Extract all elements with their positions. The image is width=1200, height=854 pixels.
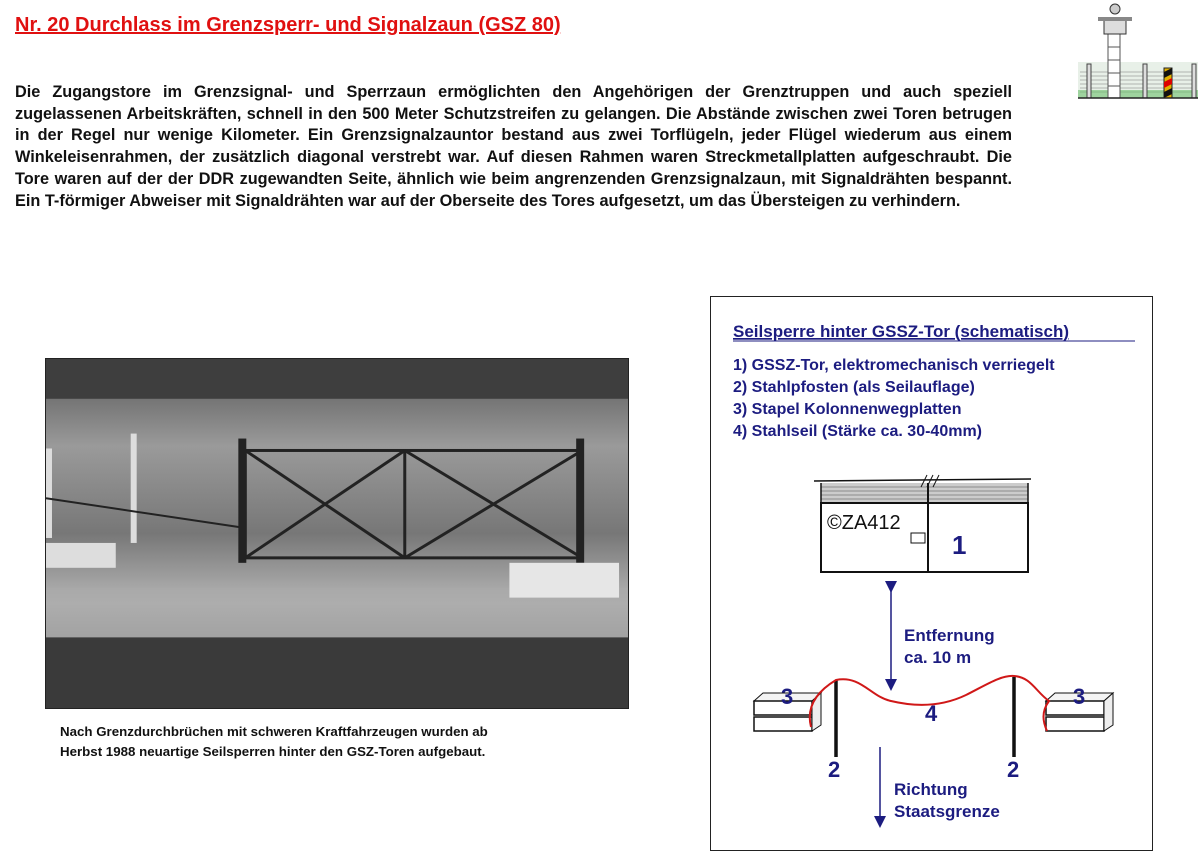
caption-line-2: Herbst 1988 neuartige Seilsperren hinter den GSZ-Toren aufgebaut.	[60, 744, 486, 759]
gate-drawing	[814, 475, 1031, 572]
label-gate: 1	[952, 530, 967, 560]
gate-photo	[45, 358, 629, 709]
label-blocks-left: 3	[781, 684, 794, 709]
watchtower-logo-icon	[1078, 2, 1198, 100]
distance-label-2: ca. 10 m	[904, 648, 972, 667]
legend-item-1: 1) GSSZ-Tor, elektromechanisch verriegelt	[733, 357, 1055, 374]
label-rope: 4	[925, 701, 938, 726]
rope-barrier-diagram	[710, 296, 1153, 851]
diagram-title: Seilsperre hinter GSSZ-Tor (schematisch)	[733, 322, 1069, 341]
legend-item-3: 3) Stapel Kolonnenwegplatten	[733, 401, 962, 418]
distance-label-1: Entfernung	[904, 626, 995, 645]
direction-label-2: Staatsgrenze	[894, 802, 1000, 821]
legend-item-2: 2) Stahlpfosten (als Seilauflage)	[733, 379, 975, 396]
photo-caption	[60, 722, 488, 762]
body-paragraph: Die Zugangstore im Grenzsignal- und Sperrzaun ermöglichten den Angehörigen der Grenztruppen und auch speziell zugelassenen Arbeitskräften, schnell in den 500 Meter Schutzstreifen zu gelangen. Die Abstände zwischen zwei Toren betrugen in der Regel nur wenige Kilometer. Ein Grenzsignalzauntor bestand aus zwei Torflügeln, jeder Flügel wiederum aus einem Winkeleisenrahmen, der zusätzlich diagonal verstrebt war. Auf diesen Rahmen waren Streckmetallplatten aufgeschraubt. Die Tore waren auf der der DDR zugewandten Seite, ähnlich wie beim angrenzenden Grenzsignalzaun, mit Signaldrähten bespannt. Ein T-förmiger Abweiser mit Signaldrähten war auf der Oberseite des Tores aufgesetzt, um das Übersteigen zu verhindern.	[15, 83, 1012, 210]
legend-item-4: 4) Stahlseil (Stärke ca. 30-40mm)	[733, 423, 983, 440]
direction-label-1: Richtung	[894, 780, 968, 799]
copyright-label: ©ZA412	[827, 512, 901, 534]
label-blocks-right: 3	[1073, 684, 1086, 709]
label-post-left: 2	[828, 757, 841, 782]
label-post-right: 2	[1007, 757, 1020, 782]
page-title: Nr. 20 Durchlass im Grenzsperr- und Signalzaun (GSZ 80)	[15, 14, 561, 36]
caption-line-1: Nach Grenzdurchbrüchen mit schweren Kraftfahrzeugen wurden ab	[60, 724, 488, 739]
